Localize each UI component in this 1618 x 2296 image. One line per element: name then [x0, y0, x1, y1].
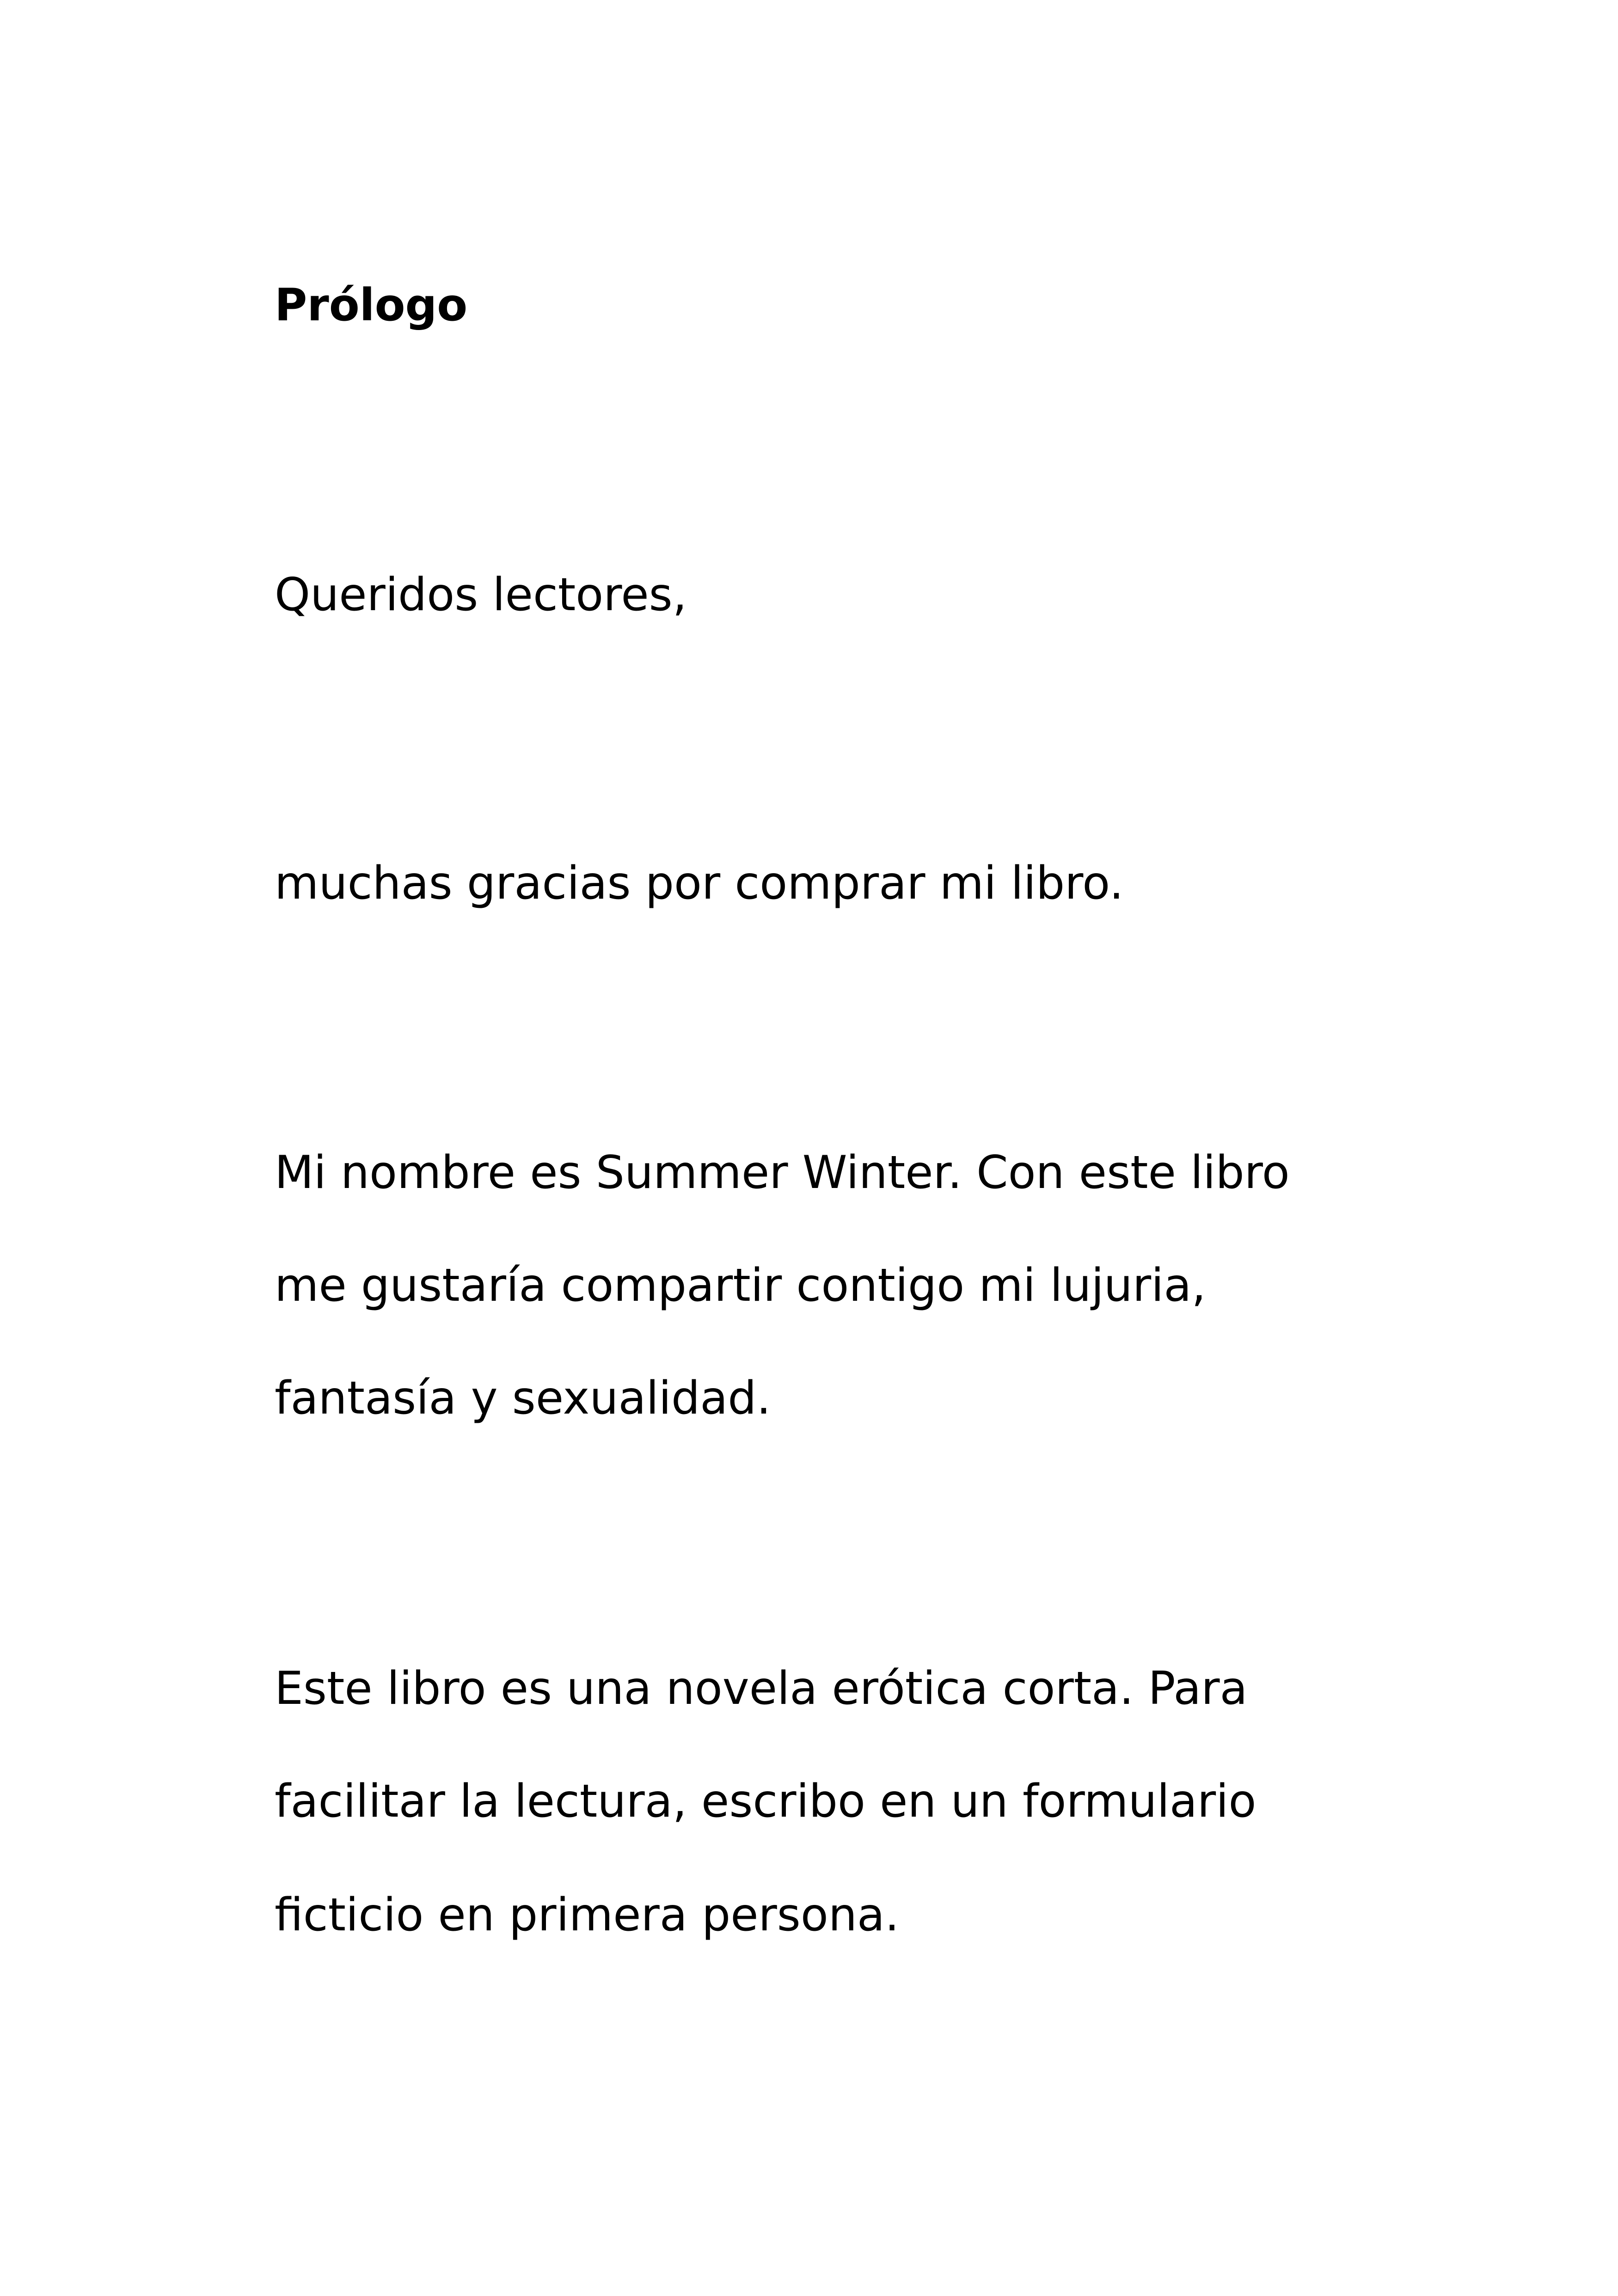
paragraph-2-line-3: ficticio en primera persona.: [275, 1889, 900, 1941]
page-title: Prólogo: [275, 279, 468, 331]
paragraph-1-line-1: Mi nombre es Summer Winter. Con este libro: [275, 1146, 1290, 1199]
paragraph-1-line-2: me gustaría compartir contigo mi lujuria,: [275, 1259, 1206, 1312]
thanks-line: muchas gracias por comprar mi libro.: [275, 857, 1124, 910]
paragraph-2-line-1: Este libro es una novela erótica corta. Para: [275, 1662, 1248, 1715]
greeting-line: Queridos lectores,: [275, 569, 687, 621]
paragraph-2-line-2: facilitar la lectura, escribo en un formulario: [275, 1775, 1256, 1828]
paragraph-1-line-3: fantasía y sexualidad.: [275, 1372, 771, 1425]
